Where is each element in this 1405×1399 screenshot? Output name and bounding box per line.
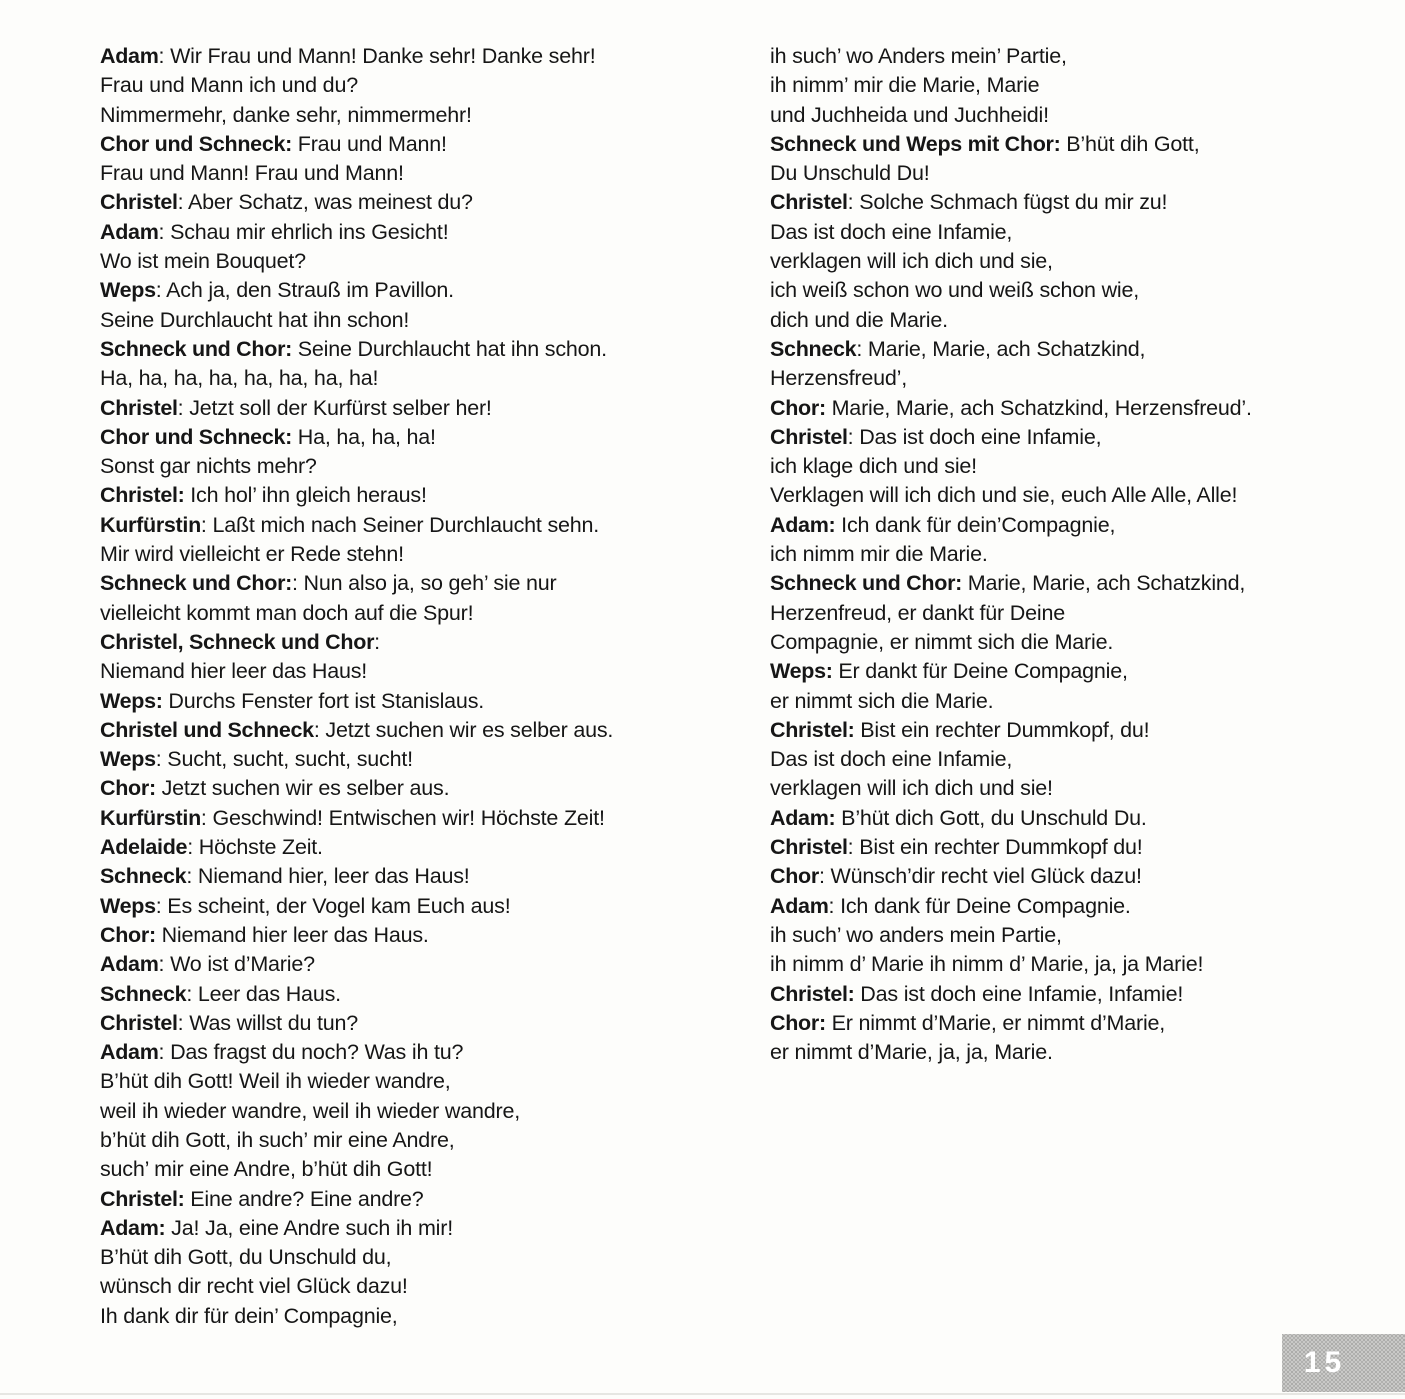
libretto-line: b’hüt dih Gott, ih such’ mir eine Andre,: [100, 1127, 455, 1152]
libretto-line: ih such’ wo anders mein Partie,: [770, 922, 1062, 947]
speaker-name: Adam: [100, 44, 159, 68]
libretto-line: Kurfürstin: Laßt mich nach Seiner Durchlaucht sehn.: [100, 512, 600, 537]
libretto-line: Schneck: Niemand hier, leer das Haus!: [100, 864, 470, 889]
speaker-name: Christel: [770, 190, 848, 215]
speaker-name: Adelaide: [100, 835, 188, 860]
speaker-name: Schneck und Weps mit Chor:: [770, 131, 1061, 156]
speaker-name: Chor: [770, 864, 819, 889]
libretto-line: Chor: Jetzt suchen wir es selber aus.: [100, 776, 450, 801]
libretto-line: Chor: Wünsch’dir recht viel Glück dazu!: [770, 864, 1142, 889]
libretto-line: Weps: Sucht, sucht, sucht, sucht!: [100, 747, 413, 772]
libretto-line: Adam: Wo ist d’Marie?: [100, 952, 315, 977]
speaker-name: Christel: [770, 835, 848, 860]
libretto-line: ih such’ wo Anders mein’ Partie,: [770, 44, 1067, 68]
speaker-name: Adam: [100, 1040, 159, 1065]
libretto-line: Christel: Was willst du tun?: [100, 1010, 359, 1035]
libretto-line: Chor: Er nimmt d’Marie, er nimmt d’Marie,: [770, 1010, 1166, 1035]
speaker-name: Kurfürstin: [100, 512, 201, 537]
speaker-name: Chor und Schneck:: [100, 424, 293, 449]
libretto-line: vielleicht kommt man doch auf die Spur!: [100, 600, 474, 625]
libretto-line: wünsch dir recht viel Glück dazu!: [100, 1274, 408, 1299]
libretto-line: Chor: Marie, Marie, ach Schatzkind, Herzensfreud’.: [770, 395, 1252, 420]
speaker-name: Christel, Schneck und Chor: [100, 629, 375, 654]
libretto-line: ich klage dich und sie!: [770, 454, 977, 479]
libretto-line: ich weiß schon wo und weiß schon wie,: [770, 278, 1140, 303]
libretto-line: Schneck und Weps mit Chor: B’hüt dih Gott,: [770, 131, 1200, 156]
libretto-line: Herzenfreud, er dankt für Deine: [770, 600, 1065, 625]
speaker-name: Adam: [100, 952, 159, 977]
libretto-line: dich und die Marie.: [770, 307, 948, 332]
speaker-name: Adam: [100, 219, 159, 244]
libretto-line: Adam: Ja! Ja, eine Andre such ih mir!: [100, 1215, 453, 1240]
libretto-line: Das ist doch eine Infamie,: [770, 219, 1013, 244]
speaker-name: Weps: [100, 893, 156, 918]
libretto-line: Mir wird vielleicht er Rede stehn!: [100, 542, 404, 567]
page-number: 15: [1303, 1346, 1346, 1379]
libretto-line: Adam: Ich dank für dein’Compagnie,: [770, 512, 1116, 537]
libretto-line: Christel: Eine andre? Eine andre?: [100, 1186, 424, 1211]
page-bottom-edge: [0, 1393, 1405, 1395]
libretto-line: er nimmt sich die Marie.: [770, 688, 994, 713]
speaker-name: Schneck und Chor:: [100, 336, 293, 361]
libretto-line: Kurfürstin: Geschwind! Entwischen wir! Höchste Zeit!: [100, 805, 605, 830]
speaker-name: Christel: [100, 1010, 178, 1035]
libretto-line: Christel: Aber Schatz, was meinest du?: [100, 190, 473, 215]
libretto-line: Chor: Niemand hier leer das Haus.: [100, 922, 429, 947]
libretto-line: Adam: B’hüt dich Gott, du Unschuld Du.: [770, 805, 1147, 830]
speaker-name: Weps: [100, 278, 156, 303]
libretto-line: Adelaide: Höchste Zeit.: [100, 835, 323, 860]
libretto-line: such’ mir eine Andre, b’hüt dih Gott!: [100, 1157, 433, 1182]
speaker-name: Christel:: [770, 981, 855, 1006]
libretto-line: Christel: Bist ein rechter Dummkopf, du!: [770, 717, 1150, 742]
libretto-line: Herzensfreud’,: [770, 366, 908, 391]
speaker-name: Schneck: [770, 336, 857, 361]
libretto-line: Wo ist mein Bouquet?: [100, 249, 306, 274]
libretto-line: Schneck: Leer das Haus.: [100, 981, 341, 1006]
speaker-name: Schneck und Chor:: [770, 571, 963, 596]
speaker-name: Schneck und Chor:: [100, 571, 293, 596]
libretto-line: Schneck: Marie, Marie, ach Schatzkind,: [770, 336, 1146, 361]
libretto-line: Niemand hier leer das Haus!: [100, 659, 368, 684]
libretto-line: Adam: Das fragst du noch? Was ih tu?: [100, 1040, 464, 1065]
libretto-line: Weps: Er dankt für Deine Compagnie,: [770, 659, 1128, 684]
speaker-name: Weps:: [100, 688, 163, 713]
libretto-line: Frau und Mann ich und du?: [100, 73, 358, 98]
libretto-line: Verklagen will ich dich und sie, euch Alle Alle, Alle!: [770, 483, 1238, 508]
speaker-name: Adam:: [770, 512, 836, 537]
speaker-name: Chor:: [770, 1010, 826, 1035]
libretto-line: Du Unschuld Du!: [770, 161, 930, 186]
libretto-line: Sonst gar nichts mehr?: [100, 454, 317, 479]
speaker-name: Christel:: [100, 483, 185, 508]
libretto-line: Weps: Es scheint, der Vogel kam Euch aus!: [100, 893, 511, 918]
libretto-line: Christel, Schneck und Chor:: [100, 629, 380, 654]
libretto-line: Weps: Durchs Fenster fort ist Stanislaus.: [100, 688, 485, 713]
speaker-name: Schneck: [100, 864, 187, 889]
page-number-badge: [1282, 1334, 1405, 1392]
libretto-line: Christel: Das ist doch eine Infamie, Infamie!: [770, 981, 1184, 1006]
libretto-line: ich nimm mir die Marie.: [770, 542, 988, 567]
libretto-line: Das ist doch eine Infamie,: [770, 747, 1013, 772]
libretto-line: verklagen will ich dich und sie!: [770, 776, 1053, 801]
speaker-name: Christel und Schneck: [100, 717, 314, 742]
libretto-line: Seine Durchlaucht hat ihn schon!: [100, 307, 410, 332]
speaker-name: Chor und Schneck:: [100, 131, 293, 156]
libretto-line: Schneck und Chor: Seine Durchlaucht hat ihn schon.: [100, 336, 607, 361]
libretto-line: und Juchheida und Juchheidi!: [770, 102, 1049, 127]
speaker-name: Christel: [770, 424, 848, 449]
libretto-line: Frau und Mann! Frau und Mann!: [100, 161, 404, 186]
speaker-name: Adam:: [770, 805, 836, 830]
libretto-line: Chor und Schneck: Ha, ha, ha, ha!: [100, 424, 436, 449]
libretto-line: Adam: Wir Frau und Mann! Danke sehr! Danke sehr!: [100, 44, 596, 68]
speaker-name: Chor:: [100, 776, 156, 801]
libretto-line: ih nimm d’ Marie ih nimm d’ Marie, ja, ja Marie!: [770, 952, 1204, 977]
libretto-line: Schneck und Chor: Marie, Marie, ach Schatzkind,: [770, 571, 1246, 596]
libretto-line: B’hüt dih Gott! Weil ih wieder wandre,: [100, 1069, 451, 1094]
speaker-name: Schneck: [100, 981, 187, 1006]
libretto-line: er nimmt d’Marie, ja, ja, Marie.: [770, 1040, 1053, 1065]
libretto-line: ih nimm’ mir die Marie, Marie: [770, 73, 1040, 98]
libretto-line: Ih dank dir für dein’ Compagnie,: [100, 1303, 398, 1328]
speaker-name: Christel:: [770, 717, 855, 742]
libretto-line: Schneck und Chor:: Nun also ja, so geh’ sie nur: [100, 571, 557, 596]
libretto-line: Christel: Solche Schmach fügst du mir zu!: [770, 190, 1168, 215]
libretto-line: Christel: Jetzt soll der Kurfürst selber her!: [100, 395, 492, 420]
libretto-line: Christel: Das ist doch eine Infamie,: [770, 424, 1102, 449]
libretto-line: Compagnie, er nimmt sich die Marie.: [770, 629, 1114, 654]
libretto-line: verklagen will ich dich und sie,: [770, 249, 1053, 274]
speaker-name: Weps: [100, 747, 156, 772]
libretto-line: weil ih wieder wandre, weil ih wieder wandre,: [100, 1098, 521, 1123]
speaker-name: Christel:: [100, 1186, 185, 1211]
libretto-column-right: [770, 42, 1390, 1067]
libretto-line: Chor und Schneck: Frau und Mann!: [100, 131, 447, 156]
libretto-line: Weps: Ach ja, den Strauß im Pavillon.: [100, 278, 454, 303]
speaker-name: Chor:: [100, 922, 156, 947]
libretto-line: Christel und Schneck: Jetzt suchen wir es selber aus.: [100, 717, 614, 742]
libretto-line: Ha, ha, ha, ha, ha, ha, ha, ha!: [100, 366, 379, 391]
libretto-column-left: [100, 42, 720, 1331]
libretto-line: Nimmermehr, danke sehr, nimmermehr!: [100, 102, 472, 127]
speaker-name: Chor:: [770, 395, 826, 420]
speaker-name: Christel: [100, 395, 178, 420]
speaker-name: Weps:: [770, 659, 833, 684]
speaker-name: Kurfürstin: [100, 805, 201, 830]
libretto-line: Adam: Ich dank für Deine Compagnie.: [770, 893, 1131, 918]
libretto-line: Adam: Schau mir ehrlich ins Gesicht!: [100, 219, 449, 244]
libretto-line: Christel: Bist ein rechter Dummkopf du!: [770, 835, 1143, 860]
libretto-line: B’hüt dih Gott, du Unschuld du,: [100, 1245, 392, 1270]
speaker-name: Adam: [770, 893, 829, 918]
speaker-name: Christel: [100, 190, 178, 215]
speaker-name: Adam:: [100, 1215, 166, 1240]
libretto-line: Christel: Ich hol’ ihn gleich heraus!: [100, 483, 427, 508]
